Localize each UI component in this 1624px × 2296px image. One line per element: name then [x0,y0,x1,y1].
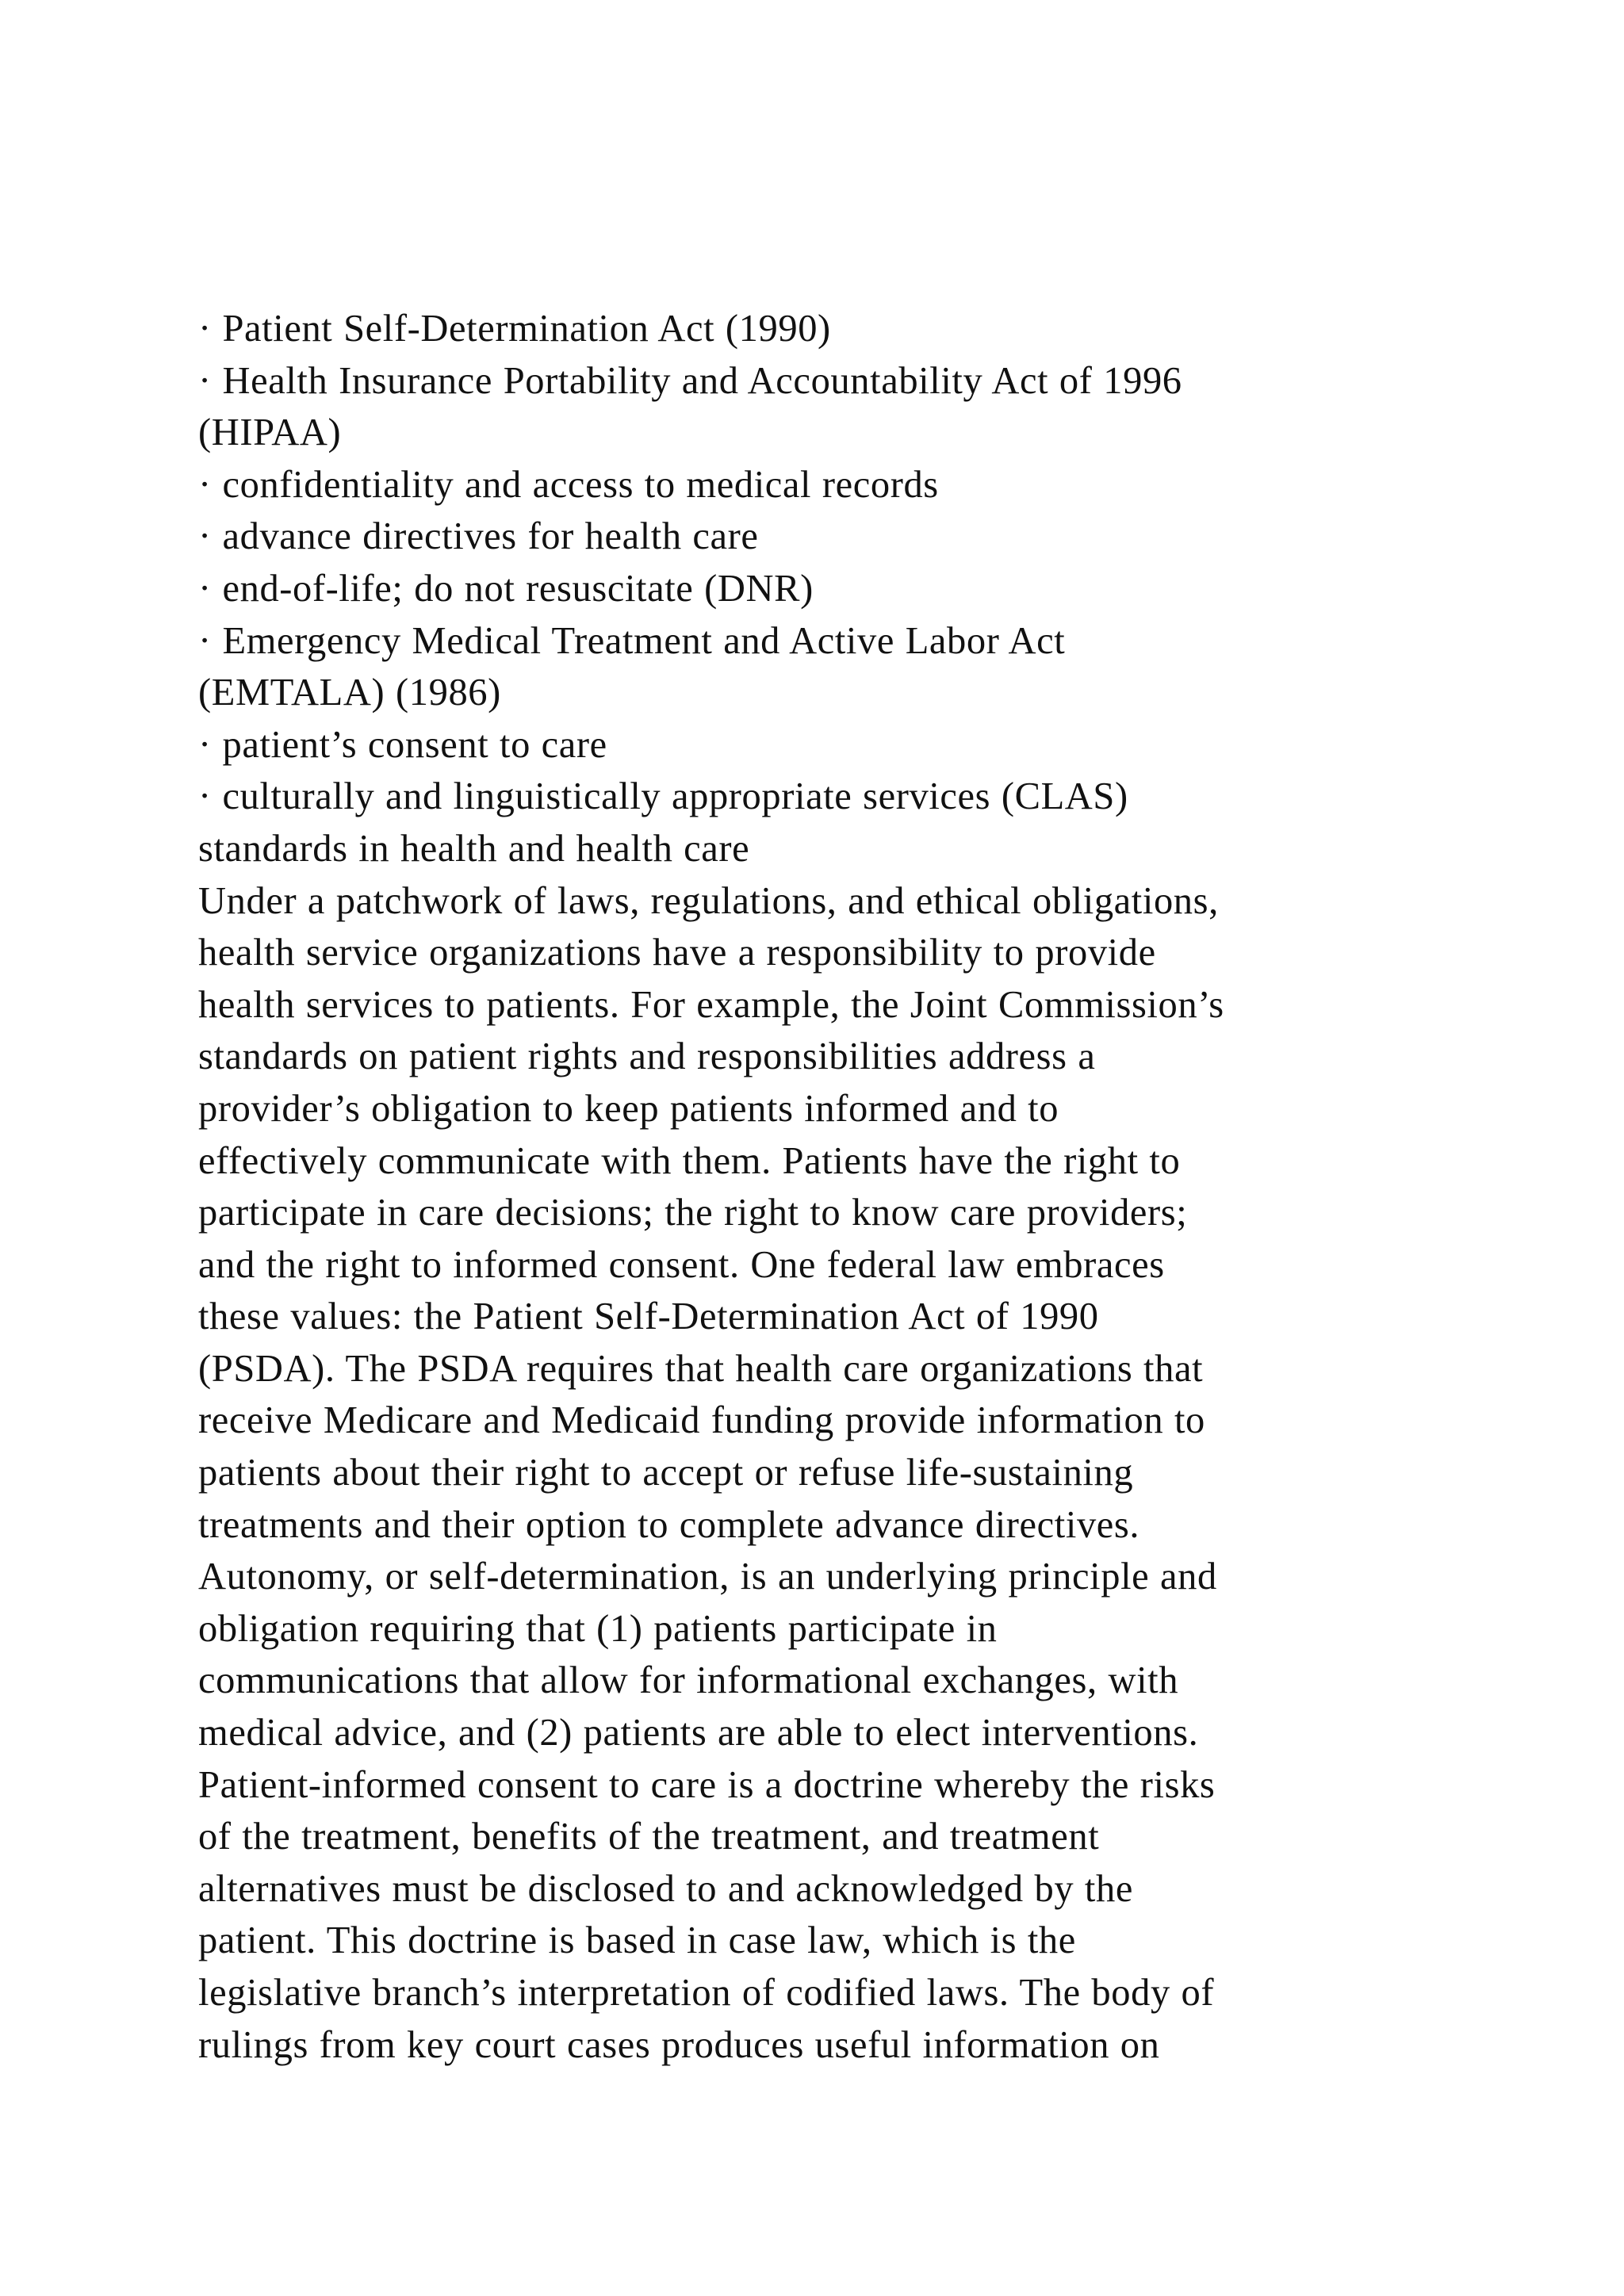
paragraph-line: standards on patient rights and responsibilities address a [198,1035,1096,1078]
paragraph-line: health service organizations have a responsibility to provide [198,932,1156,974]
paragraph-line: (PSDA). The PSDA requires that health care organizations that [198,1347,1204,1390]
paragraph-line: health services to patients. For example, the Joint Commission’s [198,983,1224,1026]
text-line: standards in health and health care [198,827,750,870]
paragraph-line: rulings from key court cases produces useful information on [198,2023,1160,2066]
paragraph-line: treatments and their option to complete advance directives. [198,1503,1140,1546]
paragraph-line: patient. This doctrine is based in case law, which is the [198,1919,1076,1962]
text-line-emtala-bullet: · Emergency Medical Treatment and Active Labor Act [198,619,1066,662]
paragraph-line: provider’s obligation to keep patients informed and to [198,1087,1059,1130]
paragraph-line: legislative branch’s interpretation of codified laws. The body of [198,1972,1215,2014]
paragraph-line: communications that allow for informational exchanges, with [198,1659,1179,1702]
paragraph-line: patients about their right to accept or refuse life-sustaining [198,1452,1134,1494]
paragraph-line: and the right to informed consent. One federal law embraces [198,1243,1165,1286]
text-line-psda-bullet: · Patient Self-Determination Act (1990) [198,308,831,350]
paragraph-line: alternatives must be disclosed to and acknowledged by the [198,1867,1133,1910]
paragraph-line: of the treatment, benefits of the treatment, and treatment [198,1816,1100,1858]
paragraph-line: effectively communicate with them. Patients have the right to [198,1139,1181,1182]
paragraph-line: Patient-informed consent to care is a doctrine whereby the risks [198,1763,1216,1806]
document-text [198,303,1499,2071]
paragraph-line: these values: the Patient Self-Determination Act of 1990 [198,1295,1099,1338]
paragraph-line: obligation requiring that (1) patients participate in [198,1607,998,1650]
text-line-dnr-bullet: · end-of-life; do not resuscitate (DNR) [198,567,814,610]
paragraph-line: medical advice, and (2) patients are able to elect interventions. [198,1712,1199,1755]
text-line-hipaa-bullet: · Health Insurance Portability and Accountability Act of 1996 [198,359,1182,402]
text-line-clas-bullet: · culturally and linguistically appropriate services (CLAS) [198,775,1128,818]
text-line-consent-bullet: · patient’s consent to care [198,723,607,766]
text-line-confidentiality-bullet: · confidentiality and access to medical records [198,463,939,506]
paragraph-line: Under a patchwork of laws, regulations, and ethical obligations, [198,879,1219,922]
paragraph-line: participate in care decisions; the right to know care providers; [198,1192,1188,1234]
text-line: (HIPAA) [198,411,342,454]
paragraph-line: receive Medicare and Medicaid funding provide information to [198,1399,1205,1442]
paragraph-line: Autonomy, or self-determination, is an underlying principle and [198,1556,1217,1598]
text-line: (EMTALA) (1986) [198,672,501,714]
text-line-advance-directives-bullet: · advance directives for health care [198,515,759,558]
